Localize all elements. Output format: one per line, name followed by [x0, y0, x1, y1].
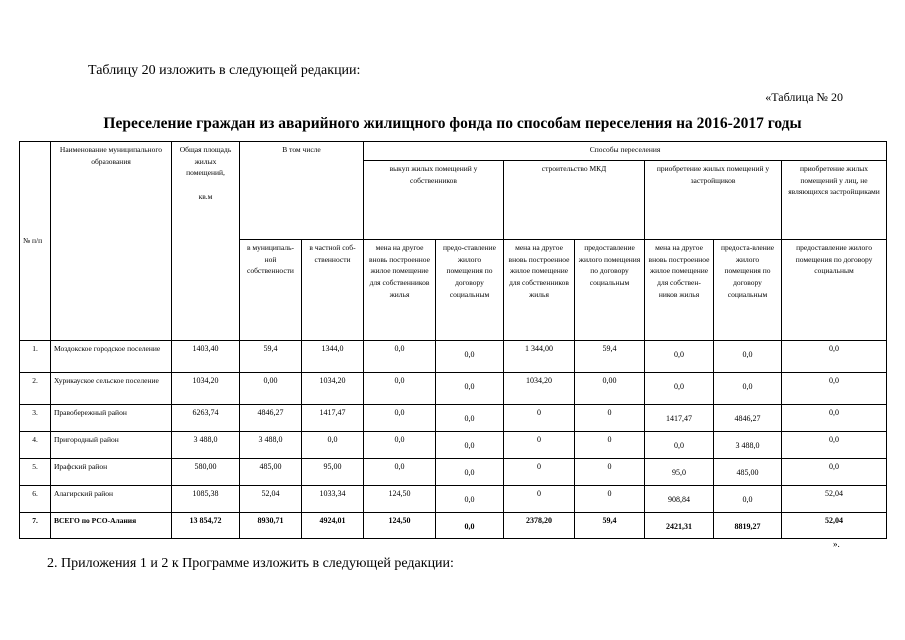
header-municipality: Наименование муниципального образования [51, 142, 172, 341]
cell-buyout-social: 0,0 [436, 486, 504, 513]
cell-dev-social: 0,0 [714, 341, 782, 373]
cell-area: 1403,40 [172, 341, 240, 373]
cell-area: 3 488,0 [172, 432, 240, 459]
header-incl: В том числе [240, 142, 364, 240]
cell-buyout-swap: 0,0 [364, 432, 436, 459]
table-row [20, 486, 887, 513]
header-private-own: в частной соб-ственности [302, 240, 364, 341]
cell-mkd-swap: 1 344,00 [504, 341, 575, 373]
closing-quote: ». [833, 539, 840, 549]
cell-dev-social: 8819,27 [714, 513, 782, 539]
row-name: Хурикауское сельское поселение [51, 373, 172, 405]
header-row-1 [20, 142, 887, 240]
row-name: Алагирский район [51, 486, 172, 513]
cell-mkd-social: 59,4 [575, 513, 645, 539]
cell-buyout-social: 0,0 [436, 405, 504, 432]
header-num: № п/п [20, 142, 51, 341]
header-methods-group [364, 142, 887, 240]
cell-private: 4924,01 [302, 513, 364, 539]
table-row [20, 341, 887, 373]
cell-buyout-swap: 0,0 [364, 405, 436, 432]
cell-mkd-swap: 1034,20 [504, 373, 575, 405]
table-row [20, 373, 887, 405]
cell-dev-social: 0,0 [714, 373, 782, 405]
cell-buyout-swap: 124,50 [364, 513, 436, 539]
row-num: 2. [20, 373, 51, 405]
row-num: 6. [20, 486, 51, 513]
row-name: Ирафский район [51, 459, 172, 486]
header-mkd: строительство МКД [504, 161, 645, 239]
cell-mkd-social: 59,4 [575, 341, 645, 373]
cell-private: 0,0 [302, 432, 364, 459]
cell-area: 580,00 [172, 459, 240, 486]
header-social-lease-2: предоставление жилого помещения по договору социальным [575, 240, 645, 341]
cell-buyout-swap: 0,0 [364, 341, 436, 373]
header-social-lease-4: предоставление жилого помещения по договору социальным [782, 240, 887, 341]
cell-area: 1034,20 [172, 373, 240, 405]
cell-buyout-social: 0,0 [436, 432, 504, 459]
cell-municipal: 0,00 [240, 373, 302, 405]
cell-mkd-swap: 2378,20 [504, 513, 575, 539]
header-swap-owners-dev: мена на другое вновь построенное жилое помещение для собствен-ников жилья [645, 240, 714, 341]
header-non-developer: приобретение жилых помещений у лиц, не являющихся застройщиками [788, 164, 880, 197]
cell-buyout-social: 0,0 [436, 459, 504, 486]
cell-municipal: 52,04 [240, 486, 302, 513]
cell-nondev-social: 0,0 [782, 459, 887, 486]
cell-dev-swap: 0,0 [645, 341, 714, 373]
cell-dev-swap: 2421,31 [645, 513, 714, 539]
row-name: Пригородный район [51, 432, 172, 459]
cell-dev-swap: 908,84 [645, 486, 714, 513]
row-num: 5. [20, 459, 51, 486]
cell-mkd-social: 0 [575, 459, 645, 486]
cell-municipal: 4846,27 [240, 405, 302, 432]
intro-text: Таблицу 20 изложить в следующей редакции: [88, 63, 361, 78]
cell-nondev-social: 52,04 [782, 486, 887, 513]
header-swap-owners: мена на другое вновь построенное жилое помещение для собственников жилья [364, 240, 436, 341]
row-name: ВСЕГО по РСО-Алания [51, 513, 172, 539]
cell-nondev-social: 0,0 [782, 405, 887, 432]
outro-text: 2. Приложения 1 и 2 к Программе изложить в следующей редакции: [47, 556, 454, 571]
cell-nondev-social: 0,0 [782, 341, 887, 373]
cell-buyout-swap: 124,50 [364, 486, 436, 513]
cell-dev-swap: 95,0 [645, 459, 714, 486]
row-num: 3. [20, 405, 51, 432]
cell-mkd-swap: 0 [504, 486, 575, 513]
header-methods-sub [364, 161, 886, 239]
cell-buyout-social: 0,0 [436, 513, 504, 539]
table-row [20, 432, 887, 459]
cell-municipal: 3 488,0 [240, 432, 302, 459]
cell-dev-social: 3 488,0 [714, 432, 782, 459]
cell-area: 1085,38 [172, 486, 240, 513]
cell-area: 6263,74 [172, 405, 240, 432]
cell-nondev-social: 0,0 [782, 373, 887, 405]
table-row [20, 405, 887, 432]
header-swap-new-owners: мена на другое вновь построенное жилое помещение для собственников жилья [504, 240, 575, 341]
header-area-unit: кв.м [198, 191, 213, 201]
row-name: Правобережный район [51, 405, 172, 432]
cell-mkd-social: 0 [575, 405, 645, 432]
cell-dev-social: 4846,27 [714, 405, 782, 432]
cell-mkd-swap: 0 [504, 432, 575, 459]
resettlement-table [19, 141, 887, 539]
row-num: 4. [20, 432, 51, 459]
header-buyout: выкуп жилых помещений у собственников [364, 161, 504, 239]
cell-buyout-swap: 0,0 [364, 459, 436, 486]
header-area [172, 142, 240, 341]
cell-mkd-swap: 0 [504, 405, 575, 432]
cell-private: 95,00 [302, 459, 364, 486]
table-row-total [20, 513, 887, 539]
cell-municipal: 59,4 [240, 341, 302, 373]
cell-buyout-social: 0,0 [436, 341, 504, 373]
cell-nondev-social: 0,0 [782, 432, 887, 459]
cell-dev-swap: 0,0 [645, 432, 714, 459]
cell-private: 1417,47 [302, 405, 364, 432]
cell-mkd-social: 0 [575, 486, 645, 513]
header-developer: приобретение жилых помещений у застройщиков [645, 161, 782, 239]
cell-municipal: 485,00 [240, 459, 302, 486]
cell-nondev-social: 52,04 [782, 513, 887, 539]
cell-mkd-social: 0 [575, 432, 645, 459]
cell-area: 13 854,72 [172, 513, 240, 539]
cell-mkd-swap: 0 [504, 459, 575, 486]
row-num: 1. [20, 341, 51, 373]
cell-buyout-social: 0,0 [436, 373, 504, 405]
cell-dev-social: 485,00 [714, 459, 782, 486]
cell-private: 1034,20 [302, 373, 364, 405]
header-methods: Способы переселения [364, 142, 886, 161]
cell-dev-swap: 0,0 [645, 373, 714, 405]
cell-buyout-swap: 0,0 [364, 373, 436, 405]
cell-dev-swap: 1417,47 [645, 405, 714, 432]
row-name: Моздокское городское поселение [51, 341, 172, 373]
table-number: «Таблица № 20 [765, 90, 843, 104]
cell-municipal: 8930,71 [240, 513, 302, 539]
cell-private: 1033,34 [302, 486, 364, 513]
header-social-lease-1: предо-ставление жилого помещения по договору социальным [436, 240, 504, 341]
cell-dev-social: 0,0 [714, 486, 782, 513]
cell-mkd-social: 0,00 [575, 373, 645, 405]
header-area-label: Общая площадь жилых помещений, [179, 145, 232, 178]
header-social-lease-3: предоста-вление жилого помещения по договору социальным [714, 240, 782, 341]
header-municipal-own: в муниципаль-ной собственности [240, 240, 302, 341]
table-title: Переселение граждан из аварийного жилищного фонда по способам переселения на 2016-2017 годы [103, 115, 802, 132]
table-row [20, 459, 887, 486]
row-num: 7. [20, 513, 51, 539]
cell-private: 1344,0 [302, 341, 364, 373]
